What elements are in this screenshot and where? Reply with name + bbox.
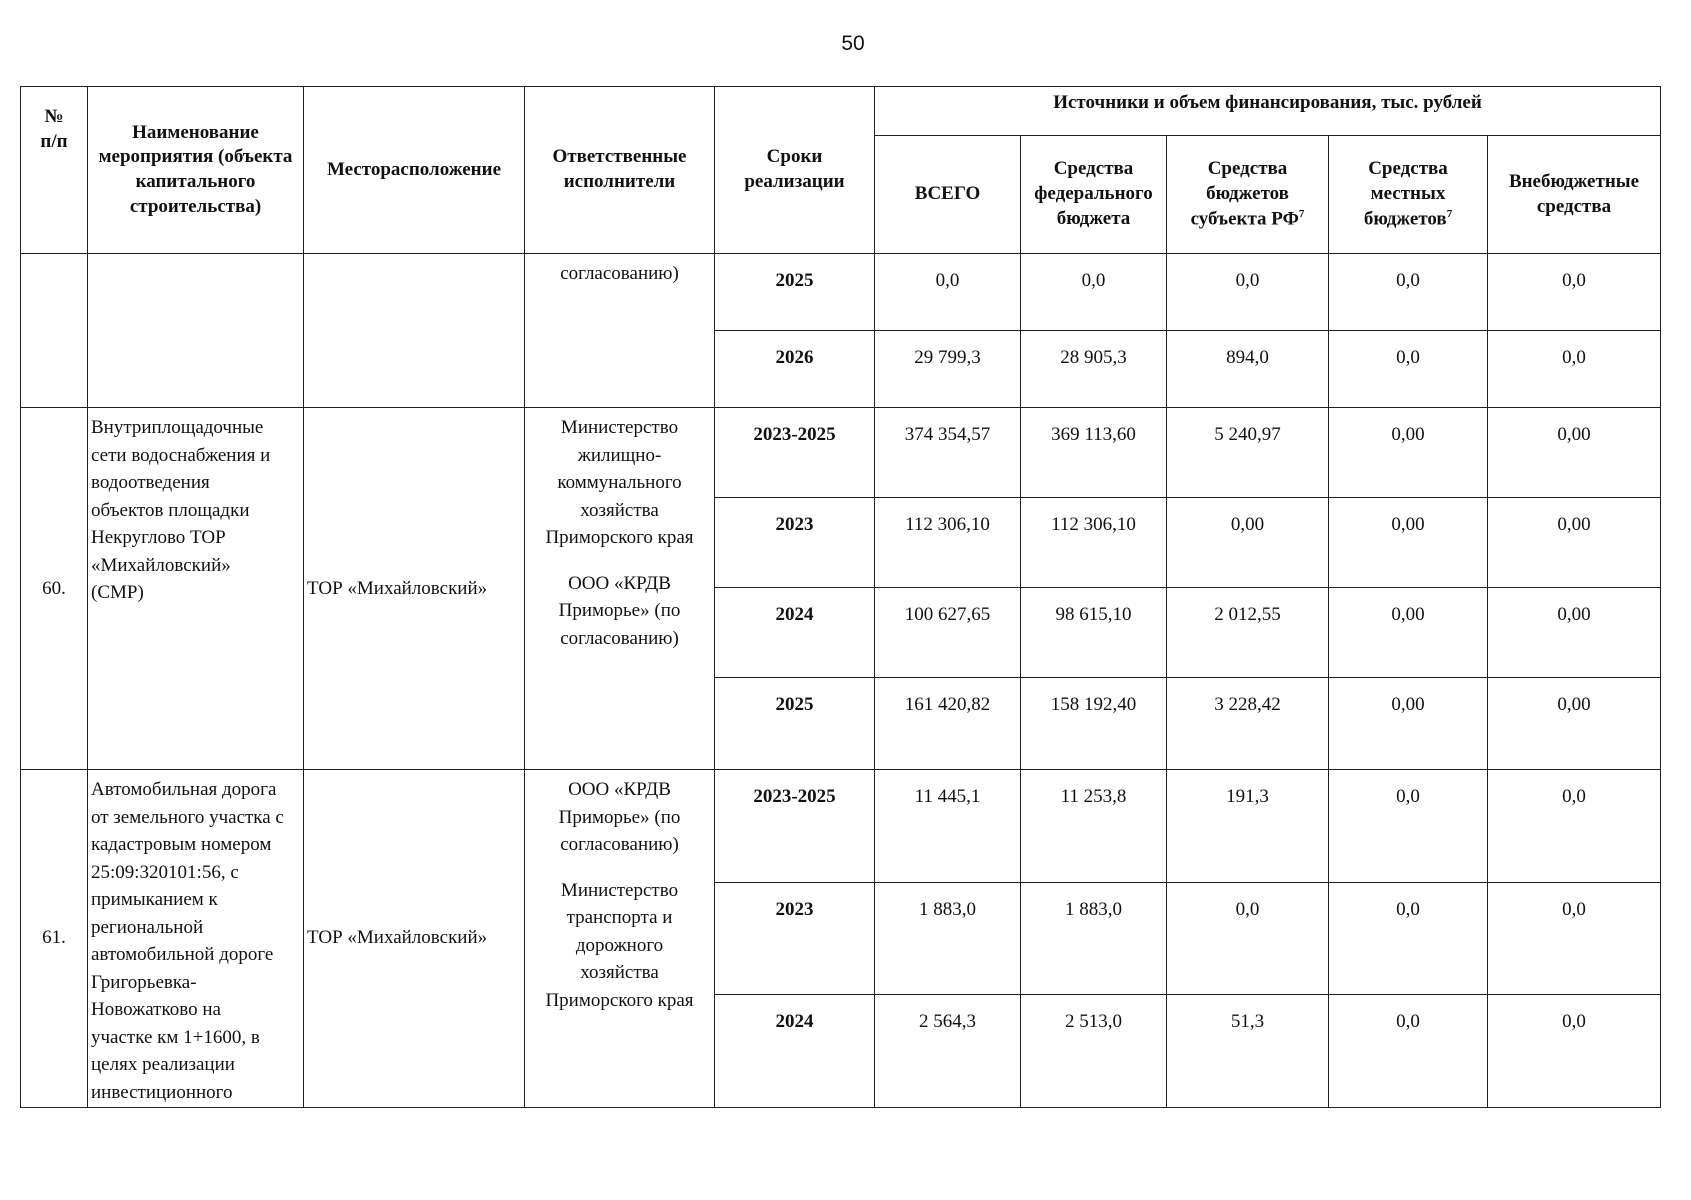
total-cell: 100 627,65 (875, 588, 1021, 678)
header-total: ВСЕГО (875, 136, 1021, 254)
item-responsible: ООО «КРДВ Приморье» (по согласованию) Министерство транспорта и дорожного хозяйства Приморского края (525, 770, 715, 1108)
federal-cell: 112 306,10 (1021, 498, 1167, 588)
header-terms: Сроки реализации (715, 87, 875, 254)
table-row (21, 408, 1661, 498)
total-cell: 1 883,0 (875, 882, 1021, 995)
subject-cell: 3 228,42 (1167, 678, 1329, 770)
subject-cell: 0,0 (1167, 882, 1329, 995)
year-cell: 2024 (715, 588, 875, 678)
total-cell: 0,0 (875, 254, 1021, 331)
header-local: Средства местных бюджетов$^7$ (1329, 136, 1488, 254)
financing-table (20, 86, 1661, 1108)
federal-cell: 2 513,0 (1021, 995, 1167, 1108)
header-location: Месторасположение (304, 87, 525, 254)
local-cell: 0,00 (1329, 408, 1488, 498)
subject-cell: 2 012,55 (1167, 588, 1329, 678)
item-location: ТОР «Михайловский» (304, 408, 525, 770)
year-cell: 2024 (715, 995, 875, 1108)
total-cell: 161 420,82 (875, 678, 1021, 770)
header-responsible: Ответственные исполнители (525, 87, 715, 254)
table-row (21, 770, 1661, 883)
year-cell: 2023 (715, 882, 875, 995)
responsible-cell: согласованию) (525, 254, 715, 408)
header-name: Наименование мероприятия (объекта капитального строительства) (88, 87, 304, 254)
subject-cell: 191,3 (1167, 770, 1329, 883)
extra-cell: 0,0 (1488, 254, 1661, 331)
table-row (21, 254, 1661, 331)
header-subject: Средства бюджетов субъекта $РФ^7$ (1167, 136, 1329, 254)
extra-cell: 0,00 (1488, 588, 1661, 678)
local-cell: 0,0 (1329, 254, 1488, 331)
federal-cell: 11 253,8 (1021, 770, 1167, 883)
item-name: Автомобильная дорога от земельного участка с кадастровым номером 25:09:320101:56, с примыканием к региональной автомобильной дороге Григорьевка- Новожатково на участке км 1+1600, в целях реализации инвестиционного (88, 770, 304, 1108)
subject-cell: 894,0 (1167, 331, 1329, 408)
total-cell: 29 799,3 (875, 331, 1021, 408)
local-cell: 0,0 (1329, 770, 1488, 883)
item-responsible: Министерство жилищно- коммунального хозяйства Приморского края ООО «КРДВ Приморье» (по согласованию) (525, 408, 715, 770)
year-cell: 2026 (715, 331, 875, 408)
extra-cell: 0,00 (1488, 498, 1661, 588)
total-cell: 11 445,1 (875, 770, 1021, 883)
footnote-mark: 7 (1446, 207, 1453, 220)
subject-cell: 51,3 (1167, 995, 1329, 1108)
subject-cell: 5 240,97 (1167, 408, 1329, 498)
header-extra: Внебюджетные средства (1488, 136, 1661, 254)
local-cell: 0,0 (1329, 331, 1488, 408)
total-cell: 374 354,57 (875, 408, 1021, 498)
item-location: ТОР «Михайловский» (304, 770, 525, 1108)
extra-cell: 0,0 (1488, 995, 1661, 1108)
page-number: 50 (841, 32, 865, 55)
subject-cell: 0,00 (1167, 498, 1329, 588)
num-cell (21, 254, 88, 408)
extra-cell: 0,00 (1488, 408, 1661, 498)
local-cell: 0,00 (1329, 588, 1488, 678)
subject-cell: 0,0 (1167, 254, 1329, 331)
federal-cell: 369 113,60 (1021, 408, 1167, 498)
total-cell: 112 306,10 (875, 498, 1021, 588)
header-funding-group: Источники и объем финансирования, тыс. рублей (875, 87, 1661, 136)
year-cell: 2023 (715, 498, 875, 588)
location-cell (304, 254, 525, 408)
year-cell: 2025 (715, 254, 875, 331)
federal-cell: 1 883,0 (1021, 882, 1167, 995)
local-cell: 0,0 (1329, 995, 1488, 1108)
extra-cell: 0,00 (1488, 678, 1661, 770)
name-cell (88, 254, 304, 408)
local-cell: 0,00 (1329, 498, 1488, 588)
footnote-mark: 7 (1298, 207, 1305, 220)
year-cell: 2025 (715, 678, 875, 770)
local-cell: 0,0 (1329, 882, 1488, 995)
federal-cell: 28 905,3 (1021, 331, 1167, 408)
local-cell: 0,00 (1329, 678, 1488, 770)
header-num: № п/п (21, 87, 88, 254)
item-number: 60. (21, 408, 88, 770)
item-name: Внутриплощадочные сети водоснабжения и водоотведения объектов площадки Некруглово ТОР «Михайловский» (СМР) (88, 408, 304, 770)
extra-cell: 0,0 (1488, 331, 1661, 408)
federal-cell: 158 192,40 (1021, 678, 1167, 770)
extra-cell: 0,0 (1488, 882, 1661, 995)
extra-cell: 0,0 (1488, 770, 1661, 883)
header-federal: Средства федерального бюджета (1021, 136, 1167, 254)
year-cell: 2023-2025 (715, 408, 875, 498)
header-row-1 (21, 87, 1661, 136)
item-number: 61. (21, 770, 88, 1108)
total-cell: 2 564,3 (875, 995, 1021, 1108)
federal-cell: 0,0 (1021, 254, 1167, 331)
federal-cell: 98 615,10 (1021, 588, 1167, 678)
year-cell: 2023-2025 (715, 770, 875, 883)
